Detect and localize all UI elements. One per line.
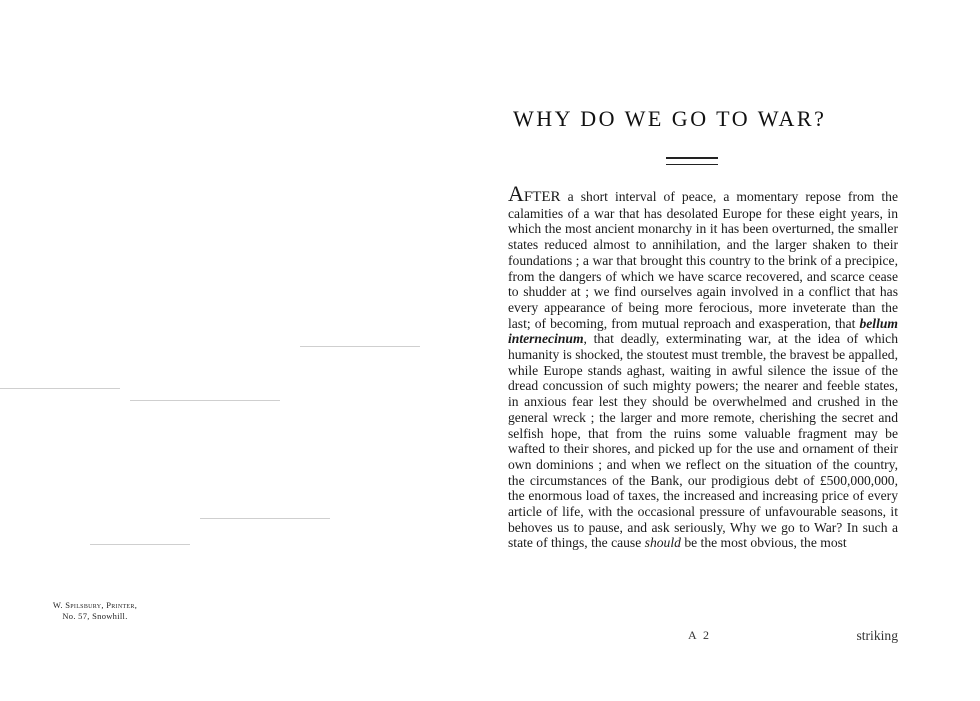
latin-phrase: bellum internecinum — [508, 315, 898, 347]
page-footer — [508, 628, 898, 646]
left-page — [0, 0, 440, 701]
scan-mark — [130, 400, 280, 401]
double-rule — [666, 157, 718, 165]
scan-mark — [90, 544, 190, 545]
signature-mark: A 2 — [688, 628, 712, 642]
opening-word: FTER — [523, 189, 561, 205]
page-title: WHY DO WE GO TO WAR? — [513, 106, 827, 131]
scan-mark — [0, 388, 120, 389]
body-paragraph — [508, 181, 898, 551]
scan-mark — [300, 346, 420, 347]
printer-address: No. 57, Snowhill. — [62, 611, 128, 621]
emphasis-word: should — [644, 535, 681, 551]
body-text-part-3: be the most obvious, the most — [680, 535, 847, 551]
body-text-part-1: a short interval of peace, a momentary repose from the calamities of a war that has desolated Europe for these eight years, in which the most ancient monarchy in it has been overturned, the smaller states reduced almost to annihilation, and the larger shaken to their foundations ; a war that brought this country to the brink of a precipice, from the dangers of which we have scarce recovered, and scarce cease to shudder at ; we find ourselves again involved in a conflict that has every appearance of being more ferocious, more inveterate than the last; of becoming, from mutual reproach and exasperation, that — [508, 189, 898, 331]
drop-capital: A — [508, 181, 524, 206]
scan-mark — [200, 518, 330, 519]
catchword: striking — [856, 628, 898, 643]
printer-name: W. Spilsbury, Printer, — [52, 600, 138, 610]
body-text-part-2: , that deadly, exterminating war, at the idea of which humanity is shocked, the stoutest must tremble, the bravest be appalled, while Europe stands aghast, waiting in awful silence the issue of the dread concussion of such mighty powers; the nearer and feeble states, in anxious fear lest they should be overwhelmed and crushed in the general wreck ; the larger and more remote, cherishing the secret and selfish hope, that from the ruins some valuable fragment may be wafted to their shores, and picked up for the use and ornament of their own dominions ; and when we reflect on the situation of the country, the circumstances of the Bank, our prodigious debt of £500,000,000, the enormous load of taxes, the increased and increasing price of every article of life, with the occasional pressure of unfavourable seasons, it behoves us to pause, and ask seriously, Why we go to War? In such a state of things, the cause — [508, 331, 898, 551]
printer-imprint — [30, 600, 160, 622]
right-page — [500, 0, 920, 701]
